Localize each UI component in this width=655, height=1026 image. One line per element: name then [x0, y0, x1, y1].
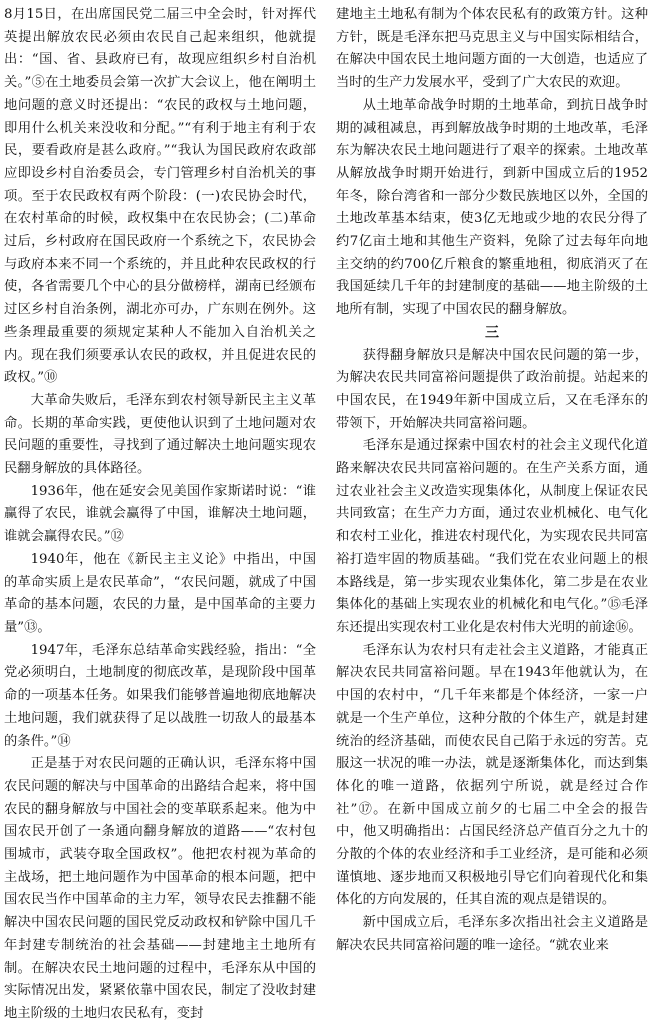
- body-paragraph: 1947年，毛泽东总结革命实践经验，指出：“全党必须明白，土地制度的彻底改革，是现阶段中国革命的一项基本任务。如果我们能够普遍地彻底地解决土地问题，我们就获得了足以战胜一切敌人的最基本的条件。”⑭: [4, 642, 316, 749]
- body-paragraph: 1940年，他在《新民主主义论》中指出，中国的革命实质上是农民革命”，“农民问题，就成了中国革命的基本问题，农民的力量，是中国革命的主要力量”⑬。: [4, 551, 316, 635]
- body-paragraph: 毛泽东认为农村只有走社会主义道路，才能真正解决农民共同富裕问题。早在1943年他就认为，在中国的农村中，“几千年来都是个体经济，一家一户就是一个生产单位，这种分散的个体生产，就是封建统治的经济基础，而使农民自己陷于永远的穷苦。克服这一状况的唯一办法，就是逐渐集体化，而达到集体化的唯一道路，依据列宁所说，就是经过合作社”⑰。在新中国成立前夕的七届二中全会的报告中，他又明确指出：占国民经济总产值百分之九十的分散的个体的农业经济和手工业经济，是可能和必须谨慎地、逐步地而又积极地引导它们向着现代化和集体化的方向发展的，任其自流的观点是错误的。: [336, 642, 648, 908]
- body-paragraph: 新中国成立后，毛泽东多次指出社会主义道路是解决农民共同富裕问题的唯一途径。“就农业来: [336, 915, 648, 953]
- body-paragraph: 从土地革命战争时期的土地革命，到抗日战争时期的减租减息，再到解放战争时期的土地改革，毛泽东为解决农民土地问题进行了艰辛的探索。土地改革从解放战争时期开始进行，到新中国成立后的1952年冬，除台湾省和一部分少数民族地区以外，全国的土地改革基本结束，使3亿无地或少地的农民分得了约7亿亩土地和其他生产资料，免除了过去每年向地主交纳的约700亿斤粮食的繁重地租，彻底消灭了在我国延续几千年的封建制度的基础——地主阶级的土地所有制，实现了中国农民的翻身解放。: [336, 97, 648, 318]
- body-paragraph: 1936年，他在延安会见美国作家斯诺时说：“谁赢得了农民，谁就会赢得了中国，谁解决土地问题，谁就会赢得农民。”⑫: [4, 483, 316, 545]
- body-paragraph: 建地主土地私有制为个体农民私有的政策方针。这种方针，既是毛泽东把马克思主义与中国实际相结合，在解决中国农民土地问题方面的一大创造，也适应了当时的生产力发展水平，受到了广大农民的欢迎。: [336, 7, 648, 91]
- body-paragraph: 获得翻身解放只是解决中国农民问题的第一步，为解决农民共同富裕问题提供了政治前提。站起来的中国农民，在1949年新中国成立后，又在毛泽东的带领下，开始解决共同富裕问题。: [336, 347, 648, 431]
- section-heading: 三: [485, 324, 499, 341]
- body-paragraph: 正是基于对农民问题的正确认识，毛泽东将中国农民问题的解决与中国革命的出路结合起来，将中国农民的翻身解放与中国社会的变革联系起来。他为中国农民开创了一条通向翻身解放的道路——“农村包围城市，武装夺取全国政权”。他把农村视为革命的主战场，把土地问题作为中国革命的根本问题，把中国农民当作中国革命的主力军，领导农民去推翻不能解决中国农民问题的国民党反动政权和铲除中国几千年封建专制统治的社会基础——封建地主土地所有制。在解决农民土地问题的过程中，毛泽东从中国的实际情况出发，紧紧依靠中国农民，制定了没收封建地主阶级的土地归农民私有，变封: [4, 756, 316, 1021]
- left-text-column: [4, 4, 316, 1021]
- body-paragraph: 8月15日，在出席国民党二届三中全会时，针对挥代英提出解放农民必须由农民自己起来组织，他就提出：“国、省、县政府已有，故现应组织乡村自治机关。”⑤在土地委员会第一次扩大会议上，他在阐明土地问题的意义时还提出：“农民的政权与土地问题，即用什么机关来没收和分配。”“有利于地主有利于农民，要看政府是甚么政府。”“我认为国民政府农政部应即设乡村自治委员会，专门管理乡村自治机关的事项。至于农民政权有两个阶段：(一)农民协会时代，在农村革命的时候，政权集中在农民协会；(二)革命过后，乡村政府在国民政府一个系统之下，农民协会与政府本来不同一个系统的，并且此种农民政权的行使，各省需要几个中心的县分做榜样，湖南已经颁布过区乡村自治条例，湖北亦可办，广东则在例外。这些条理最重要的须规定某种人不能加入自治机关之内。现在我们须要承认农民的政权，并且促进农民的政权。”⑩: [4, 7, 316, 386]
- body-paragraph: 大革命失败后，毛泽东到农村领导新民主主义革命。长期的革命实践，更使他认识到了土地问题对农民问题的重要性，寻找到了通过解决土地问题实现农民翻身解放的具体路径。: [4, 392, 316, 477]
- body-paragraph: 毛泽东是通过探索中国农村的社会主义现代化道路来解决农民共同富裕问题的。在生产关系方面，通过农业社会主义改造实现集体化，从制度上保证农民共同致富；在生产力方面，通过农业机械化、电气化和农村工业化，推进农村现代化，为实现农民共同富裕打造牢固的物质基础。“我们党在农业问题上的根本路线是，第一步实现农业集体化，第二步是在农业集体化的基础上实现农业的机械化和电气化。”⑮毛泽东还提出实现农村工业化是农村伟大光明的前途⑯。: [336, 438, 648, 635]
- right-text-column: [336, 4, 648, 953]
